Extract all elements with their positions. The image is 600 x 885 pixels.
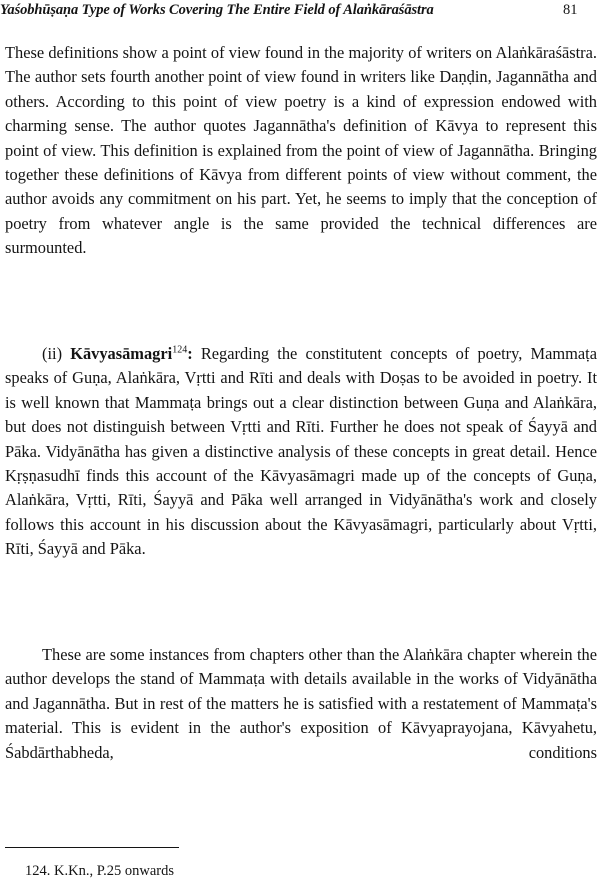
footnote-divider: [5, 847, 179, 848]
running-header: [0, 2, 584, 19]
paragraph-1: These definitions show a point of view found in the majority of writers on Alaṅkāraśāstra. The author sets fourth another point of view found in writers like Daṇḍin, Jagannātha and others. According to this point of view poetry is a kind of expression endowed with charming sense. The author quotes Jagannātha's definition of Kāvya to represent this point of view. This definition is explained from the point of view of Jagannātha. Bringing together these definitions of Kāvya from different points of view without comment, the author avoids any commitment on his part. Yet, he seems to imply that the conception of poetry from whatever angle is the same provided the technical differences are surmounted.: [5, 43, 597, 258]
paragraph-2-marker: (ii): [42, 344, 71, 363]
page-number: 81: [563, 2, 578, 18]
paragraph-2-text: Regarding the constitutent concepts of poetry, Mammaṭa speaks of Guṇa, Alaṅkāra, Vṛtti and Rīti and deals with Doṣas to be avoided in poetry. It is well known that Mammaṭa brings out a clear distinction between Guṇa and Alaṅkāra, but does not distinguish between Vṛtti and Rīti. Further he does not speak of Śayyā and Pāka. Vidyānātha has given a distinctive analysis of these concepts in great detail. Hence Kṛṣṇasudhī finds this account of the Kāvyasāmagri made up of the concepts of Guṇa, Alaṅkāra, Vṛtti, Rīti, Śayyā and Pāka well arranged in Vidyānātha's work and closely follows this account in his discussion about the Kāvyasāmagri, particularly about Vṛtti, Rīti, Śayyā and Pāka.: [5, 344, 597, 559]
paragraph-2: [5, 342, 597, 562]
footnote-124: 124. K.Kn., P.25 onwards: [25, 863, 175, 879]
section-heading-kavyasamagri: Kāvyasāmagri: [70, 344, 173, 363]
running-title: Yaśobhūṣaṇa Type of Works Covering The Entire Field of Alaṅkāraśāstra: [0, 2, 434, 18]
heading-colon: :: [187, 344, 193, 363]
footnote-reference: 124: [172, 344, 188, 356]
paragraph-3: These are some instances from chapters other than the Alaṅkāra chapter wherein the author develops the stand of Mammaṭa with details available in the works of Vidyānātha and Jagannātha. But in rest of the matters he is satisfied with a restatement of Mammaṭa's material. This is evident in the author's exposition of Kāvyaprayojana, Kāvyahetu, Śabdārthabheda, conditions: [5, 645, 597, 762]
